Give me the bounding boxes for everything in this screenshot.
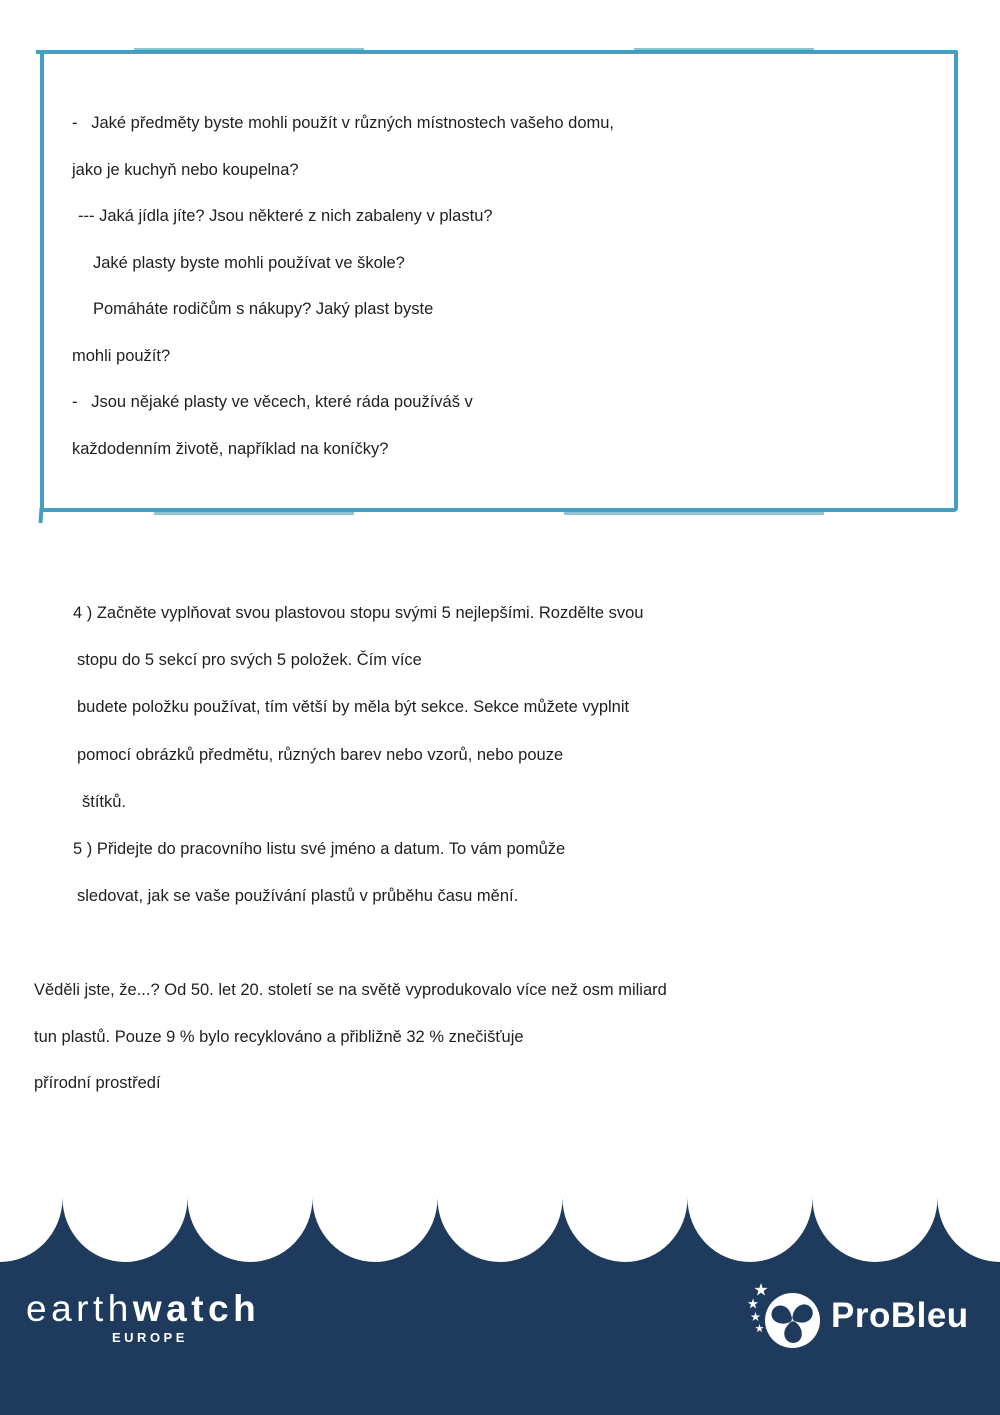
instructions <box>73 590 643 920</box>
probleu-wave-stars-icon <box>745 1282 825 1362</box>
earthwatch-region-label: EUROPE <box>112 1330 188 1345</box>
fact-line: přírodní prostředí <box>34 1074 161 1092</box>
border-stroke-detail <box>154 512 354 515</box>
instruction-line: pomocí obrázků předmětu, různých barev nebo vzorů, nebo pouze <box>77 745 564 764</box>
instruction-line: 4 ) Začněte vyplňovat svou plastovou stopu svými 5 nejlepšími. Rozdělte svou <box>73 604 644 622</box>
question-line: jako je kuchyň nebo koupelna? <box>72 160 299 179</box>
earthwatch-logo <box>26 1290 260 1327</box>
question-line: --- Jaká jídla jíte? Jsou některé z nich zabaleny v plastu? <box>78 207 493 225</box>
question-line: - Jaké předměty byste mohli použít v různých místnostech vašeho domu, <box>72 114 614 132</box>
question-line: každodenním životě, například na koníčky? <box>72 439 389 458</box>
question-line: Pomáháte rodičům s nákupy? Jaký plast byste <box>93 300 434 318</box>
instruction-line: 5 ) Přidejte do pracovního listu své jméno a datum. To vám pomůže <box>73 839 566 858</box>
fact-line: tun plastů. Pouze 9 % bylo recyklováno a přibližně 32 % znečišťuje <box>34 1027 524 1046</box>
question-line: - Jsou nějaké plasty ve věcech, které ráda používáš v <box>72 393 473 411</box>
border-stroke-detail <box>634 48 814 51</box>
probleu-wordmark: ProBleu <box>831 1296 969 1335</box>
fact-paragraph <box>34 967 667 1107</box>
instruction-line: budete položku používat, tím větší by měla být sekce. Sekce můžete vyplnit <box>77 698 630 717</box>
instruction-line: stopu do 5 sekcí pro svých 5 položek. Čím více <box>77 651 422 670</box>
instruction-line: štítků. <box>82 792 127 811</box>
instruction-line: sledovat, jak se vaše používání plastů v průběhu času mění. <box>77 887 519 906</box>
earthwatch-word-light: earth <box>26 1288 133 1329</box>
question-line: Jaké plasty byste mohli používat ve škole? <box>93 253 405 272</box>
earthwatch-word-bold: watch <box>132 1288 261 1329</box>
question-list <box>72 100 614 472</box>
border-stroke-detail <box>134 48 364 51</box>
question-line: mohli použít? <box>72 346 171 365</box>
fact-line: Věděli jste, že...? Od 50. let 20. století se na světě vyprodukovalo více než osm miliard <box>34 981 667 999</box>
border-stroke-detail <box>564 512 824 515</box>
